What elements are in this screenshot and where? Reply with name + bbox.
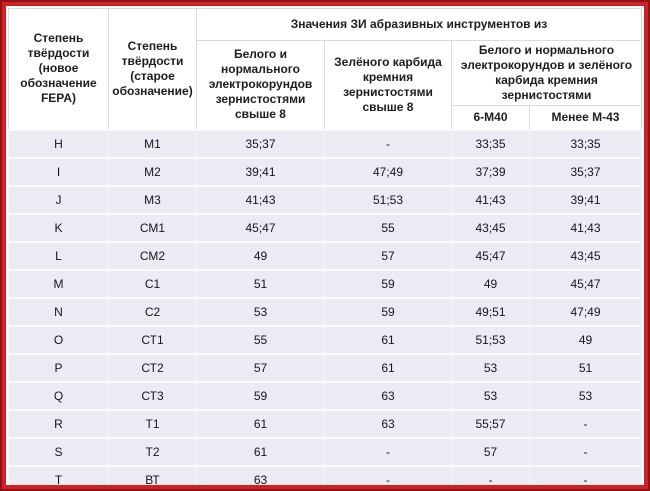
table-row xyxy=(9,354,642,382)
table-cell: 33;35 xyxy=(452,130,530,158)
table-row xyxy=(9,242,642,270)
table-cell: 49 xyxy=(452,270,530,298)
table-cell: 53 xyxy=(530,382,642,410)
table-cell: 57 xyxy=(452,438,530,466)
table-cell: 63 xyxy=(197,466,325,490)
table-row xyxy=(9,186,642,214)
table-cell: 51;53 xyxy=(452,326,530,354)
table-cell: J xyxy=(9,186,109,214)
table-cell: - xyxy=(325,466,452,490)
table-cell: 53 xyxy=(452,354,530,382)
table-cell: М1 xyxy=(109,130,197,158)
table-cell: 59 xyxy=(325,270,452,298)
header-green-carbide: Зелёного карбида кремния зернистостями свыше 8 xyxy=(325,41,452,130)
table-cell: М2 xyxy=(109,158,197,186)
table-cell: СТ3 xyxy=(109,382,197,410)
table-cell: 55 xyxy=(325,214,452,242)
table-cell: М3 xyxy=(109,186,197,214)
table-row xyxy=(9,130,642,158)
table-cell: 53 xyxy=(452,382,530,410)
table-cell: 39;41 xyxy=(197,158,325,186)
table-body xyxy=(9,130,642,490)
table-cell: 59 xyxy=(325,298,452,326)
table-cell: 55 xyxy=(197,326,325,354)
table-header xyxy=(9,9,642,130)
table-row xyxy=(9,270,642,298)
table-cell: N xyxy=(9,298,109,326)
header-fepa-grade: Степень твёрдости (новое обозначение FEPA) xyxy=(9,9,109,130)
table-cell: I xyxy=(9,158,109,186)
table-cell: 59 xyxy=(197,382,325,410)
table-cell: 49 xyxy=(530,326,642,354)
table-row xyxy=(9,326,642,354)
table-cell: T xyxy=(9,466,109,490)
header-group-mixed: Белого и нормального электрокорундов и зелёного карбида кремния зернистостями xyxy=(452,41,642,106)
table-cell: 61 xyxy=(197,410,325,438)
table-cell: 63 xyxy=(325,410,452,438)
header-white-corundum: Белого и нормального электрокорундов зернистостями свыше 8 xyxy=(197,41,325,130)
header-old-grade: Степень твёрдости (старое обозначение) xyxy=(109,9,197,130)
table-row xyxy=(9,298,642,326)
table-cell: R xyxy=(9,410,109,438)
table-cell: СМ1 xyxy=(109,214,197,242)
table-cell: 45;47 xyxy=(452,242,530,270)
table-cell: 35;37 xyxy=(530,158,642,186)
table-cell: - xyxy=(325,438,452,466)
table-cell: 47;49 xyxy=(325,158,452,186)
table-cell: 55;57 xyxy=(452,410,530,438)
table-cell: L xyxy=(9,242,109,270)
table-cell: 61 xyxy=(197,438,325,466)
header-6-m40: 6-М40 xyxy=(452,106,530,130)
table-cell: K xyxy=(9,214,109,242)
table-row xyxy=(9,410,642,438)
table-row xyxy=(9,214,642,242)
header-row-top xyxy=(9,9,642,41)
table-cell: 61 xyxy=(325,326,452,354)
table-cell: H xyxy=(9,130,109,158)
table-row xyxy=(9,158,642,186)
table-row xyxy=(9,382,642,410)
table-cell: 47;49 xyxy=(530,298,642,326)
table-cell: Q xyxy=(9,382,109,410)
table-cell: 49 xyxy=(197,242,325,270)
table-cell: СТ1 xyxy=(109,326,197,354)
table-cell: ВТ xyxy=(109,466,197,490)
table-cell: - xyxy=(452,466,530,490)
table-cell: - xyxy=(530,438,642,466)
table-cell: 39;41 xyxy=(530,186,642,214)
table-cell: 41;43 xyxy=(197,186,325,214)
table-cell: 51 xyxy=(530,354,642,382)
table-cell: 51 xyxy=(197,270,325,298)
header-group-values: Значения ЗИ абразивных инструментов из xyxy=(197,9,642,41)
table-cell: - xyxy=(530,466,642,490)
table-cell: СТ2 xyxy=(109,354,197,382)
table-cell: 57 xyxy=(197,354,325,382)
table-cell: 63 xyxy=(325,382,452,410)
table-cell: M xyxy=(9,270,109,298)
table-cell: - xyxy=(325,130,452,158)
table-row xyxy=(9,438,642,466)
table-cell: 41;43 xyxy=(452,186,530,214)
table-cell: СМ2 xyxy=(109,242,197,270)
table-cell: 61 xyxy=(325,354,452,382)
table-cell: 53 xyxy=(197,298,325,326)
table-cell: Т1 xyxy=(109,410,197,438)
hardness-grades-table xyxy=(8,8,642,489)
table-cell: 51;53 xyxy=(325,186,452,214)
table-cell: С2 xyxy=(109,298,197,326)
table-cell: 45;47 xyxy=(197,214,325,242)
table-row xyxy=(9,466,642,490)
table-cell: 57 xyxy=(325,242,452,270)
table-cell: 45;47 xyxy=(530,270,642,298)
table-cell: O xyxy=(9,326,109,354)
table-cell: 49;51 xyxy=(452,298,530,326)
header-less-m43: Менее М-43 xyxy=(530,106,642,130)
table-cell: 43;45 xyxy=(530,242,642,270)
table-cell: 41;43 xyxy=(530,214,642,242)
table-cell: 37;39 xyxy=(452,158,530,186)
table-frame-inner xyxy=(2,2,648,489)
table-cell: 43;45 xyxy=(452,214,530,242)
table-cell: Т2 xyxy=(109,438,197,466)
table-cell: S xyxy=(9,438,109,466)
table-cell: 35;37 xyxy=(197,130,325,158)
table-cell: С1 xyxy=(109,270,197,298)
table-cell: P xyxy=(9,354,109,382)
table-cell: 33;35 xyxy=(530,130,642,158)
table-cell: - xyxy=(530,410,642,438)
